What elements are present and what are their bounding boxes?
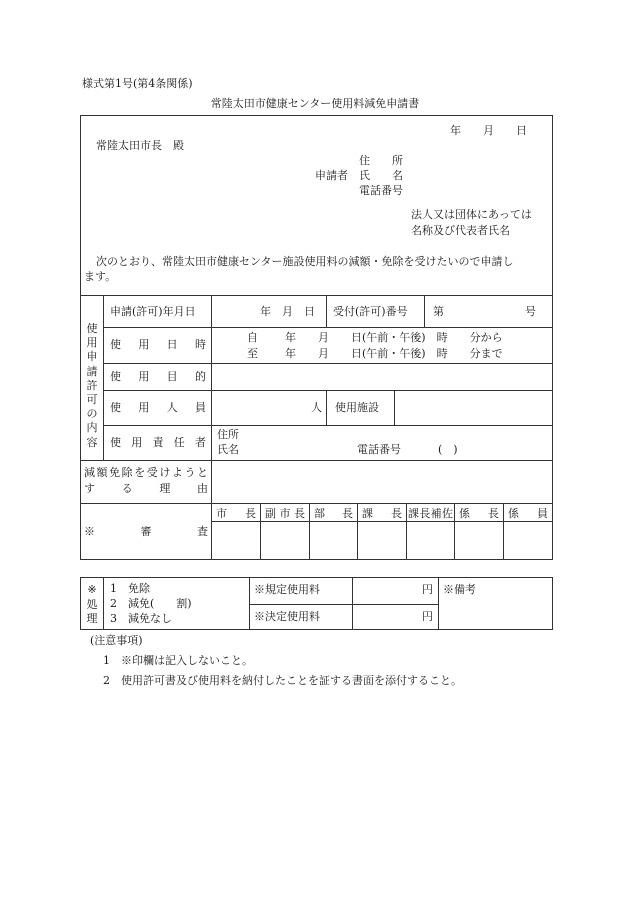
corp-note-1: 法人又は団体にあっては <box>411 208 532 221</box>
fee-regular-label: ※規定使用料 <box>254 583 320 596</box>
manager-name-label: 氏名 <box>217 443 239 456</box>
date-label: 申請(許可)年月日 <box>110 305 196 318</box>
review-label: ※審査 <box>84 525 208 538</box>
period-label: 使用日時 <box>110 338 206 351</box>
processing-label: 処理 <box>86 598 98 626</box>
reason-label-2: する理由 <box>84 482 208 495</box>
manager-phone-label: 電話番号 <box>357 443 401 456</box>
facility-label: 使用施設 <box>335 401 379 414</box>
processing-option-2: 2 減免( 割) <box>110 597 192 610</box>
receipt-suffix: 号 <box>525 305 536 318</box>
remarks-label: ※備考 <box>443 583 476 596</box>
form-number: 様式第1号(第4条関係) <box>82 77 193 90</box>
to-char: 至 <box>247 347 258 360</box>
fee-regular-yen: 円 <box>422 583 433 596</box>
statement-line-1: 次のとおり、常陸太田市健康センター施設使用料の減額・免除を受けたいので申請し <box>96 255 514 268</box>
usage-section-label: 使用申請許可の内容 <box>86 322 98 449</box>
manager-address-label: 住所 <box>217 428 239 441</box>
reason-label-1: 減額免除を受けようと <box>84 466 208 479</box>
phone-label: 電話番号 <box>359 184 403 197</box>
review-header-subsection-chief: 係長 <box>459 507 499 520</box>
date-line: 年 月 日 <box>450 124 527 137</box>
manager-phone-paren: ( ) <box>438 443 458 456</box>
review-header-dept-head: 部長 <box>314 507 353 520</box>
name-label: 氏 名 <box>359 169 403 182</box>
from-line: 年 月 日(午前・午後) 時 分から <box>285 331 503 344</box>
note-item: 2 使用許可書及び使用料を納付したことを証する書面を添付すること。 <box>103 674 462 687</box>
from-char: 自 <box>247 331 258 344</box>
date-value: 年 月 日 <box>260 305 315 318</box>
processing-option-1: 1 免除 <box>110 582 150 595</box>
applicant-label: 申請者 <box>315 169 348 182</box>
address-label: 住 所 <box>359 154 403 167</box>
fee-final-label: ※決定使用料 <box>254 610 320 623</box>
form-title: 常陸太田市健康センター使用料減免申請書 <box>210 97 420 110</box>
review-header-vice-mayor: 副市長 <box>265 507 305 520</box>
processing-option-3: 3 減免なし <box>110 612 172 625</box>
review-header-section-chief: 課長 <box>362 507 402 520</box>
people-unit: 人 <box>311 401 322 414</box>
review-header-staff: 係員 <box>508 507 548 520</box>
purpose-label: 使用目的 <box>110 370 206 383</box>
processing-mark: ※ <box>87 583 97 596</box>
receipt-label: 受付(許可)番号 <box>333 305 408 318</box>
people-label: 使用人員 <box>110 401 206 414</box>
addressee: 常陸太田市長 殿 <box>96 139 184 152</box>
fee-final-yen: 円 <box>422 610 433 623</box>
corp-note-2: 名称及び代表者氏名 <box>411 224 510 237</box>
review-header-mayor: 市長 <box>216 507 256 520</box>
statement-line-2: ます。 <box>84 270 117 283</box>
manager-label: 使用責任者 <box>110 436 206 449</box>
receipt-prefix: 第 <box>433 305 444 318</box>
review-header-assistant-chief: 課長補佐 <box>408 507 453 520</box>
to-line: 年 月 日(午前・午後) 時 分まで <box>285 347 503 360</box>
note-item: 1 ※印欄は記入しないこと。 <box>103 654 253 667</box>
notes-title: (注意事項) <box>90 634 143 647</box>
